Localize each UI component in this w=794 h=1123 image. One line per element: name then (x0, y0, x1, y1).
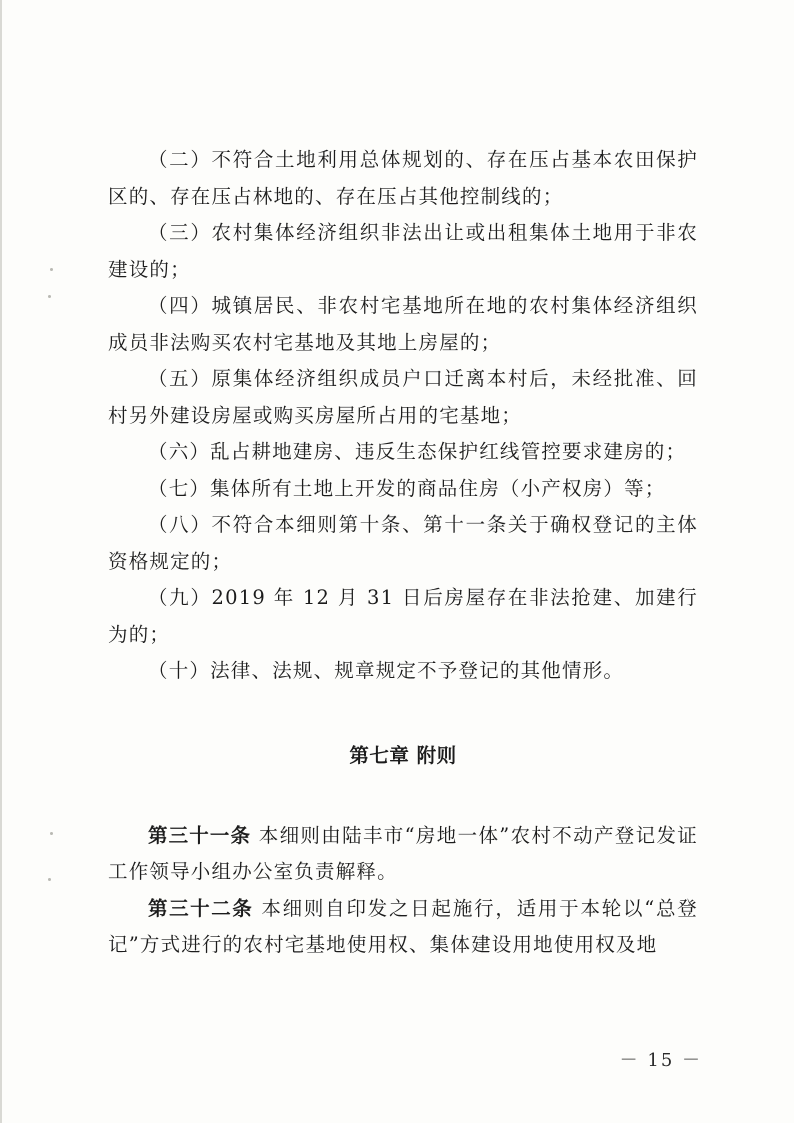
list-item: （六）乱占耕地建房、违反生态保护红线管控要求建房的； (148, 440, 687, 463)
article-number: 第三十二条 (148, 896, 254, 920)
list-item: （三）农村集体经济组织非法出让或出租集体土地用于非农建设的； (108, 221, 698, 281)
page-number: － 15 － (619, 1050, 702, 1071)
article-32 (108, 891, 698, 964)
page-edge (0, 0, 2, 1123)
chapter-title: 第七章 附则 (349, 743, 457, 767)
article-number: 第三十一条 (148, 823, 252, 847)
scan-mark (48, 878, 51, 881)
list-item: （七）集体所有土地上开发的商品住房（小产权房）等； (148, 476, 666, 500)
article-text: 本细则自印发之日起施行，适用于本轮以“总登记”方式进行的农村宅基地使用权、集体建设用地使用权及地 (108, 896, 698, 956)
article-31 (108, 818, 698, 891)
list-item: （八）不符合本细则第十条、第十一条关于确权登记的主体资格规定的； (108, 513, 698, 573)
list-item: （十）法律、法规、规章规定不予登记的其他情形。 (148, 659, 625, 682)
scan-mark (48, 295, 51, 298)
document-body (108, 142, 698, 964)
list-item: （二）不符合土地利用总体规划的、存在压占基本农田保护区的、存在压占林地的、存在压占其他控制线的； (108, 148, 698, 208)
scan-mark (50, 268, 53, 271)
list-item: （五）原集体经济组织成员户口迁离本村后，未经批准、回村另外建设房屋或购买房屋所占用的宅基地； (108, 367, 698, 427)
list-item: （九）2019 年 12 月 31 日后房屋存在非法抢建、加建行为的； (108, 586, 698, 646)
list-item: （四）城镇居民、非农村宅基地所在地的农村集体经济组织成员非法购买农村宅基地及其地上房屋的； (108, 294, 698, 354)
article-text: 本细则由陆丰市“房地一体”农村不动产登记发证工作领导小组办公室负责解释。 (108, 823, 698, 883)
scan-mark (50, 832, 53, 835)
